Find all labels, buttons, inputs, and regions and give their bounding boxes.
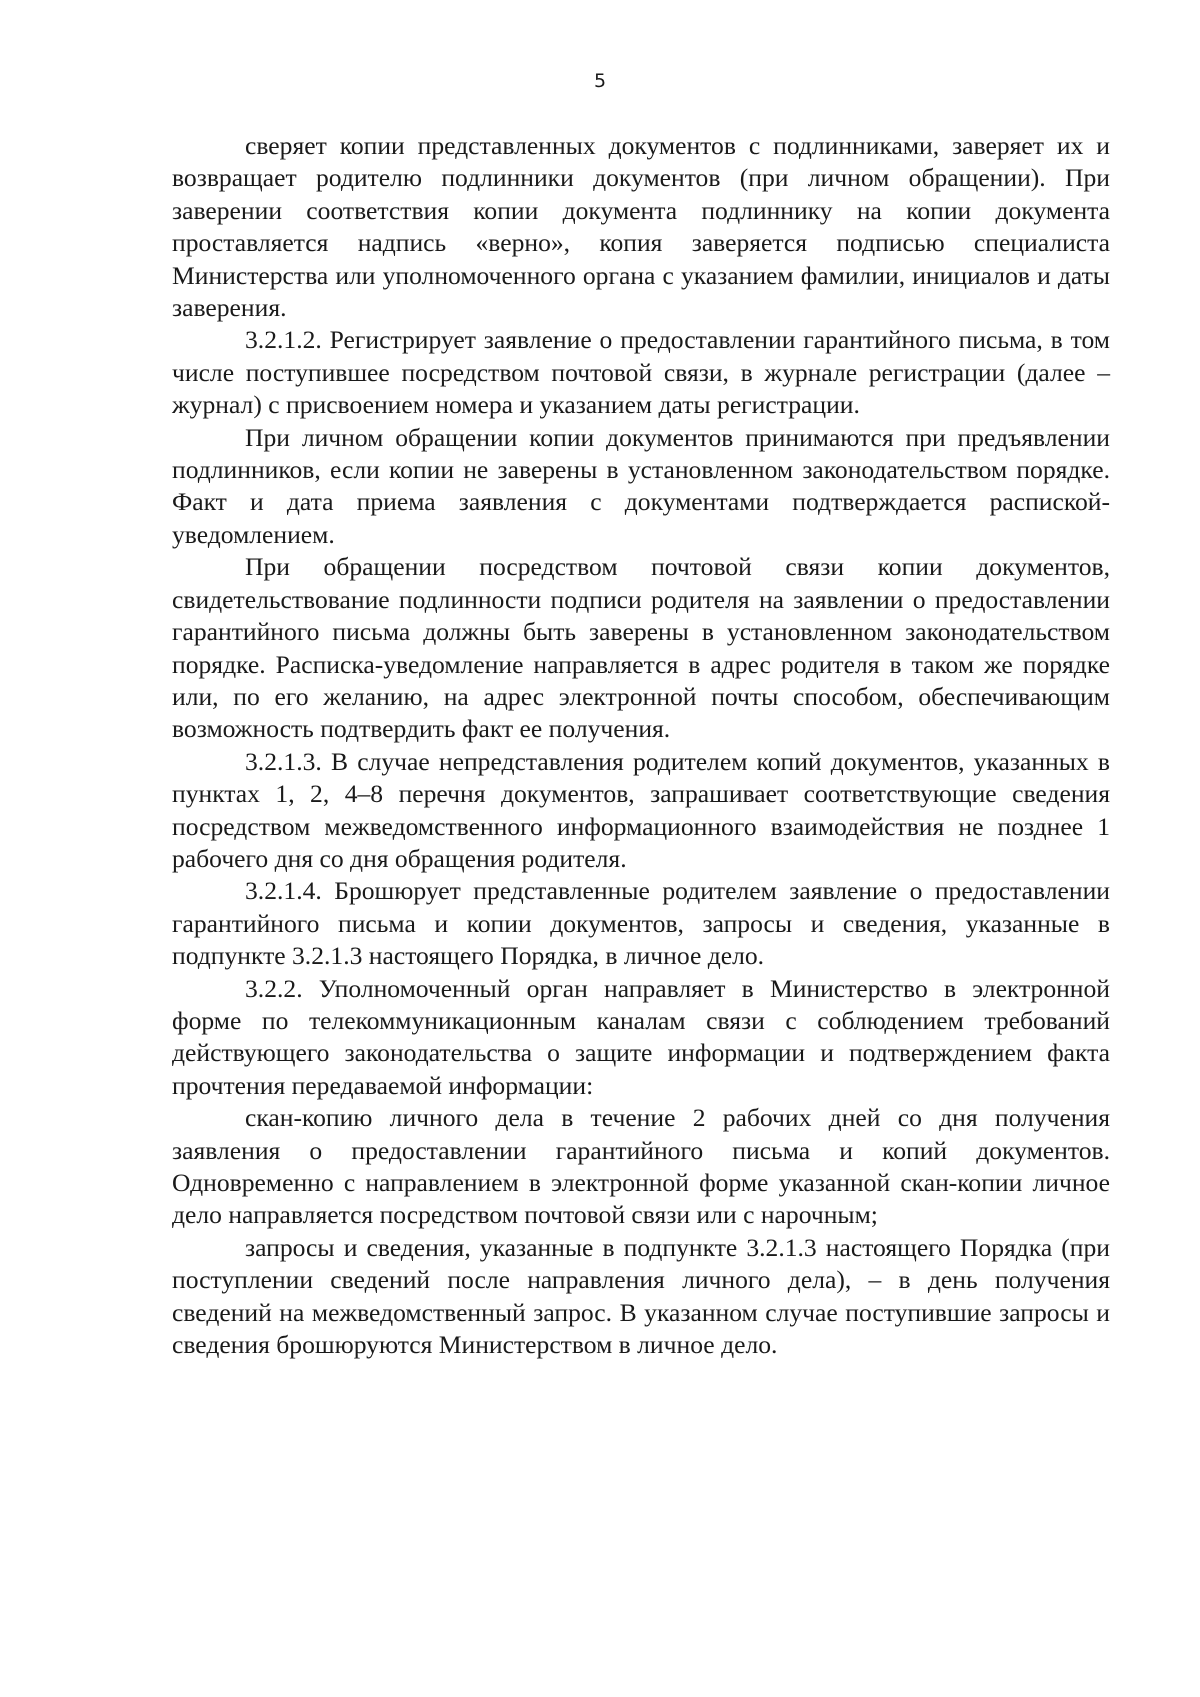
paragraph-continuation: сверяет копии представленных документов с подлинниками, заверяет их и возвращает родителю подлинники документов (при личном обращении). При заверении соответствия копии документа подлиннику на копии документа проставляется надпись «верно», копия заверяется подписью специалиста Министерства или уполномоченного органа с указанием фамилии, инициалов и даты заверения. [172,131,1110,323]
paragraph-3-2-1-4: 3.2.1.4. Брошюрует представленные родителем заявление о предоставлении гарантийного письма и копии документов, запросы и сведения, указанные в подпункте 3.2.1.3 настоящего Порядка, в личное дело. [172,876,1110,971]
paragraph-3-2-2: 3.2.2. Уполномоченный орган направляет в Министерство в электронной форме по телекоммуникационным каналам связи с соблюдением требований действующего законодательства о защите информации и подтверждением факта прочтения передаваемой информации: [172,973,1110,1100]
paragraph-requests: запросы и сведения, указанные в подпункте 3.2.1.3 настоящего Порядка (при поступлении сведений после направления личного дела), – в день получения сведений на межведомственный запрос. В указанном случае поступившие запросы и сведения брошюруются Министерством в личное дело. [172,1232,1110,1360]
page-number: 5 [593,70,607,92]
paragraph-postal-appeal: При обращении посредством почтовой связи копии документов, свидетельствование подлинности подписи родителя на заявлении о предоставлении гарантийного письма должны быть заверены в установленном законодательством порядке. Расписка-уведомление направляется в адрес родителя в таком же порядке или, по его желанию, на адрес электронной почты способом, обеспечивающим возможность подтвердить факт ее получения. [172,552,1110,744]
document-body [172,130,1110,1361]
paragraph-scan-copy: скан-копию личного дела в течение 2 рабочих дней со дня получения заявления о предоставлении гарантийного письма и копий документов. Одновременно с направлением в электронной форме указанной скан-копии личное дело направляется посредством почтовой связи или с нарочным; [172,1103,1110,1230]
paragraph-3-2-1-3: 3.2.1.3. В случае непредставления родителем копий документов, указанных в пунктах 1, 2, 4–8 перечня документов, запрашивает соответствующие сведения посредством межведомственного информационного взаимодействия не позднее 1 рабочего дня со дня обращения родителя. [172,746,1110,873]
paragraph-personal-appeal: При личном обращении копии документов принимаются при предъявлении подлинников, если копии не заверены в установленном законодательством порядке. Факт и дата приема заявления с документами подтверждается распиской-уведомлением. [172,422,1110,549]
paragraph-3-2-1-2: 3.2.1.2. Регистрирует заявление о предоставлении гарантийного письма, в том числе поступившее посредством почтовой связи, в журнале регистрации (далее – журнал) с присвоением номера и указанием даты регистрации. [172,325,1110,420]
